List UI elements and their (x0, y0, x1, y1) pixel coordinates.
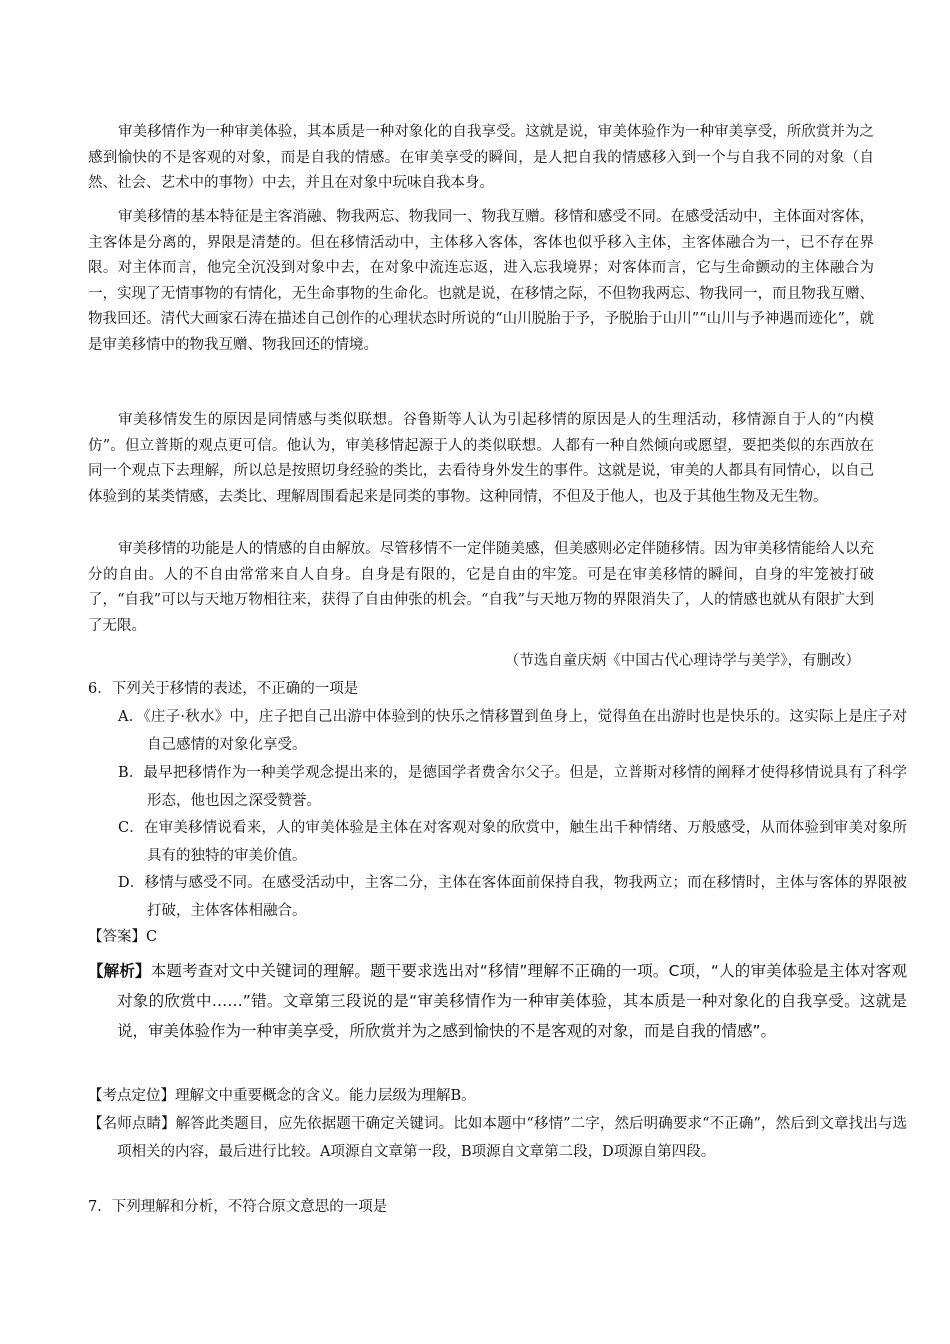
analysis-label: 【解析】 (88, 962, 151, 980)
teacher-tip-block (88, 1111, 907, 1166)
analysis-text: 本题考查对文中关键词的理解。题干要求选出对“移情”理解不正确的一项。C项，“人的审美体验是主体对客观对象的欣赏中……”错。文章第三段说的是“审美移情作为一种审美体验，其本质是一种对象化的自我享受。这就是说，审美体验作为一种审美享受，所欣赏并为之感到愉快的不是客观的对象，而是自我的情感”。 (117, 962, 907, 1040)
question-6-option-a: A．《庄子·秋水》中，庄子把自己出游中体验到的快乐之情移置到鱼身上，觉得鱼在出游时也是快乐的。这实际上是庄子对自己感情的对象化享受。 (118, 709, 907, 753)
answer-value: C (146, 929, 158, 945)
passage-source: （节选自童庆炳《中国古代心理诗学与美学》，有删改） (504, 653, 860, 669)
key-point-text: 理解文中重要概念的含义。能力层级为理解B。 (175, 1088, 476, 1104)
passage-paragraph-4: 审美移情的功能是人的情感的自由解放。尽管移情不一定伴随美感，但美感则必定伴随移情。因为审美移情能给人以充分的自由。人的不自由常常来自人自身。自身是有限的，它是自由的牢笼。可是在审美移情的瞬间，自身的牢笼被打破了，“自我”可以与天地万物相往来，获得了自由伸张的机会。“自我”与天地万物的界限消失了，人的情感也就从有限扩大到了无限。 (88, 541, 874, 634)
passage-paragraph-3: 审美移情发生的原因是同情感与类似联想。谷鲁斯等人认为引起移情的原因是人的生理活动，移情源自于人的“内模仿”。但立普斯的观点更可信。他认为，审美移情起源于人的类似联想。人都有一种自然倾向或愿望，要把类似的东西放在同一个观点下去理解，所以总是按照切身经验的类比，去看待身外发生的事件。这就是说，审美的人都具有同情心，以自己体验到的某类情感，去类比、理解周围看起来是同类的事物。这种同情，不但及于他人，也及于其他生物及无生物。 (88, 412, 874, 505)
answer-line (88, 925, 878, 950)
question-6-option-c: C．在审美移情说看来，人的审美体验是主体在对客观对象的欣赏中，触生出千种情绪、万般感受，从而体验到审美对象所具有的独特的审美价值。 (118, 820, 907, 864)
question-6-stem: 6．下列关于移情的表述，不正确的一项是 (88, 681, 359, 697)
passage-paragraph-1: 审美移情作为一种审美体验，其本质是一种对象化的自我享受。这就是说，审美体验作为一种审美享受，所欣赏并为之感到愉快的不是客观的对象，而是自我的情感。在审美享受的瞬间，是人把自我的情感移入到一个与自我不同的对象（自然、社会、艺术中的事物）中去，并且在对象中玩味自我本身。 (88, 124, 874, 191)
teacher-tip-text: 解答此类题目，应先依据题干确定关键词。比如本题中“移情”二字，然后明确要求“不正确”，然后到文章找出与选项相关的内容，最后进行比较。A项源自文章第一段，B项源自文章第二段，D项源自第四段。 (117, 1116, 907, 1160)
answer-label: 【答案】 (88, 929, 146, 945)
analysis-block (88, 956, 907, 1046)
question-7-stem: 7．下列理解和分析，不符合原文意思的一项是 (88, 1199, 388, 1215)
key-point-label: 【考点定位】 (88, 1088, 175, 1104)
passage-paragraph-2: 审美移情的基本特征是主客消融、物我两忘、物我同一、物我互赠。移情和感受不同。在感受活动中，主体面对客体，主客体是分离的，界限是清楚的。但在移情活动中，主体移入客体，客体也似乎移入主体，主客体融合为一，已不存在界限。对主体而言，他完全沉没到对象中去，在对象中流连忘返，进入忘我境界；对客体而言，它与生命颤动的主体融合为一，实现了无情事物的有情化，无生命事物的生命化。也就是说，在移情之际，不但物我两忘、物我同一，而且物我互赠、物我回还。清代大画家石涛在描述自己创作的心理状态时所说的“山川脱胎于予，予脱胎于山川”“山川与予神遇而迹化”，就是审美移情中的物我互赠、物我回还的情境。 (88, 209, 874, 353)
question-6-option-b: B．最早把移情作为一种美学观念提出来的，是德国学者费舍尔父子。但是，立普斯对移情的阐释才使得移情说具有了科学形态，他也因之深受赞誉。 (118, 765, 907, 809)
question-6-option-d: D．移情与感受不同。在感受活动中，主客二分，主体在客体面前保持自我，物我两立；而在移情时，主体与客体的界限被打破，主体客体相融合。 (118, 875, 907, 919)
key-point-block (88, 1083, 907, 1111)
teacher-tip-label: 【名师点睛】 (88, 1116, 176, 1132)
